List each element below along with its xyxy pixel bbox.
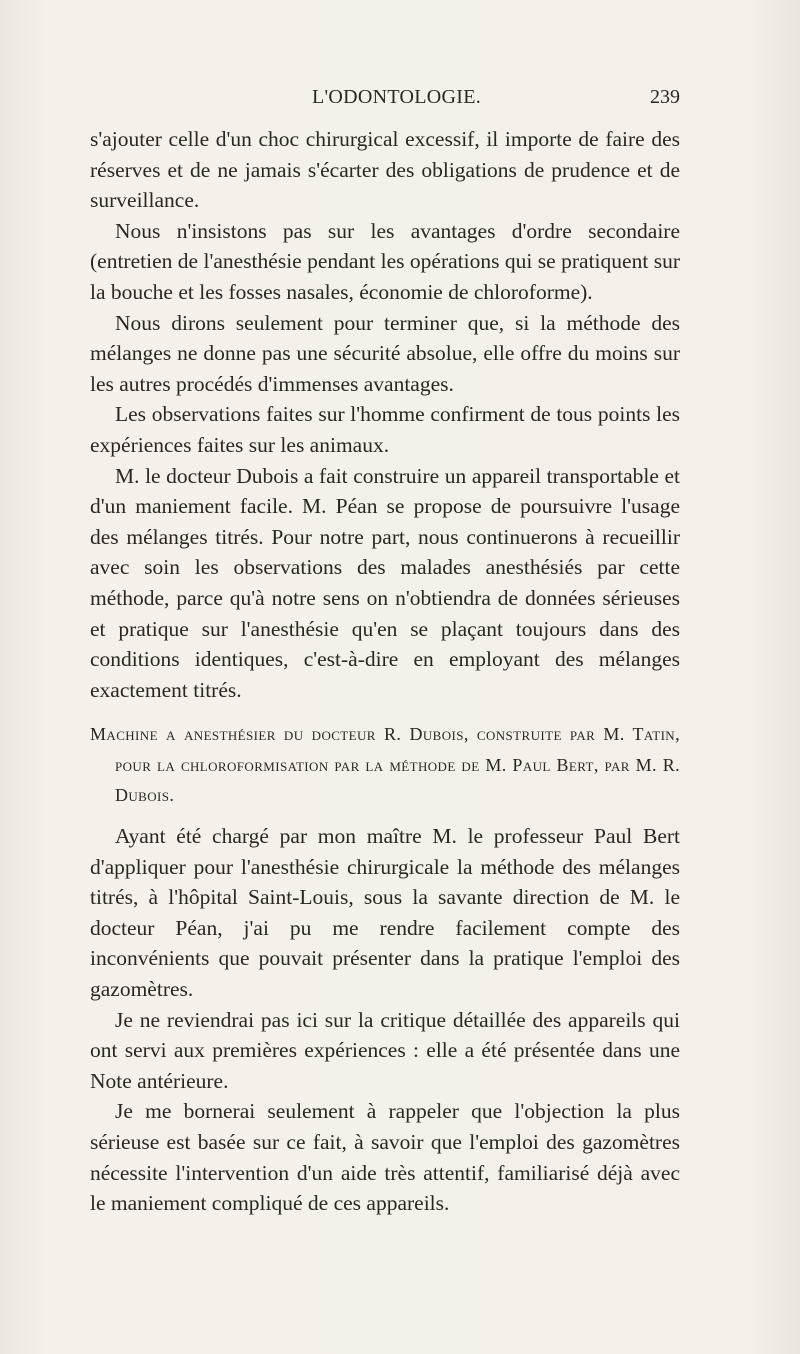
section-heading: Machine a anesthésier du docteur R. Dubois, construite par M. Tatin, pour la chloroformisation par la méthode de M. Paul Bert, par M. R. Dubois. (90, 724, 680, 806)
paragraph: Je me bornerai seulement à rappeler que l'objection la plus sérieuse est basée sur ce fait, à savoir que l'emploi des gazomètres nécessite l'intervention d'un aide très attentif, familiarisé déjà avec le maniement compliqué de ces appareils. (90, 1099, 680, 1216)
paragraph: Nous dirons seulement pour terminer que, si la méthode des mélanges ne donne pas une sécurité absolue, elle offre du moins sur les autres procédés d'immenses avantages. (90, 310, 680, 396)
body-text (90, 124, 680, 1219)
paragraph: Ayant été chargé par mon maître M. le professeur Paul Bert d'appliquer pour l'anesthésie chirurgicale la méthode des mélanges titrés, à l'hôpital Saint-Louis, sous la savante direction de M. le docteur Péan, j'ai pu me rendre facilement compte des inconvénients que pouvait présenter dans la pratique l'emploi des gazomètres. (90, 824, 680, 1002)
paragraph: Nous n'insistons pas sur les avantages d'ordre secondaire (entretien de l'anesthésie pendant les opérations qui se pratiquent sur la bouche et les fosses nasales, économie de chloroforme). (90, 218, 680, 304)
paragraph: M. le docteur Dubois a fait construire un appareil transportable et d'un maniement facile. M. Péan se propose de poursuivre l'usage des mélanges titrés. Pour notre part, nous continuerons à recueillir avec soin les observations des malades anesthésiés par cette méthode, parce qu'à notre sens on n'obtiendra de données sérieuses et pratique sur l'anesthésie qu'en se plaçant toujours dans des conditions identiques, c'est-à-dire en employant des mélanges exactement titrés. (90, 463, 680, 702)
paragraph: s'ajouter celle d'un choc chirurgical excessif, il importe de faire des réserves et de ne jamais s'écarter des obligations de prudence et de surveillance. (90, 127, 680, 213)
running-header (90, 86, 680, 116)
running-title: L'ODONTOLOGIE. (312, 86, 482, 108)
page-number: 239 (650, 86, 680, 108)
paragraph: Je ne reviendrai pas ici sur la critique détaillée des appareils qui ont servi aux premières expériences : elle a été présentée dans une Note antérieure. (90, 1007, 680, 1093)
paragraph: Les observations faites sur l'homme confirment de tous points les expériences faites sur les animaux. (90, 402, 680, 457)
